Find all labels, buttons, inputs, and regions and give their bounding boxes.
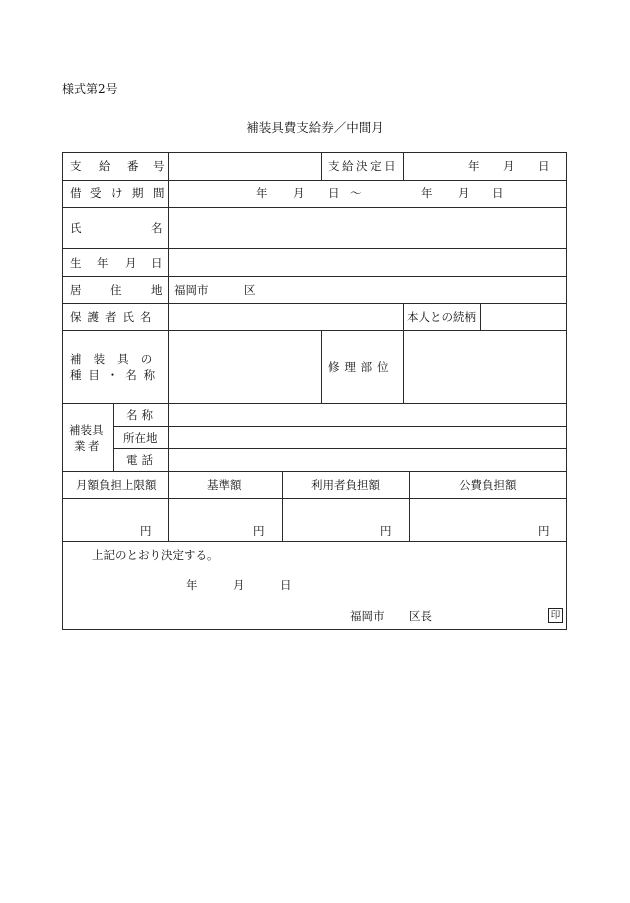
lending-end-year: 年 [421,186,433,200]
border-bottom [62,629,567,630]
lending-start-month: 月 [293,186,305,200]
yen-unit: 円 [253,524,265,538]
repair-part-field[interactable] [404,331,566,403]
vendor-group-label-line1: 補装具 [69,423,104,437]
lending-separator: 〜 [350,186,362,200]
address-city: 福岡市 [174,283,209,297]
issuer-city: 福岡市 [350,609,385,623]
yen-unit: 円 [538,524,550,538]
decision-date-day: 日 [538,159,550,173]
amount-header-public-burden: 公費負担額 [459,478,517,492]
birth-date-field[interactable] [169,249,566,276]
device-name-field[interactable] [169,331,321,403]
birth-date-label-char: 生 [70,256,82,270]
birth-date-label-char: 日 [151,256,163,270]
form-number: 様式第2号 [62,82,118,96]
repair-part-label: 修理部位 [328,360,394,374]
device-label-line2: 種目・名称 [70,368,162,382]
voucher-form [62,152,567,630]
row-line [62,541,567,542]
device-label-line1: 補装具の [70,352,165,366]
name-label-char: 名 [151,221,163,235]
lending-start-year: 年 [256,186,268,200]
form-title: 補装具費支給券／中間月 [246,120,384,135]
lending-period-label-char: け [111,186,123,200]
guardian-name-field[interactable] [169,304,403,330]
birth-date-label-char: 月 [125,256,137,270]
vendor-name-label: 名称 [126,408,158,422]
vendor-phone-label: 電話 [126,453,158,467]
lending-end-month: 月 [458,186,470,200]
payment-number-label-char: 支 [70,159,82,173]
address-ward: 区 [244,283,256,297]
lending-period-label-char: 受 [90,186,102,200]
vendor-phone-field[interactable] [169,449,566,471]
decision-statement: 上記のとおり決定する。 [92,548,219,562]
border-left [62,152,63,630]
payment-number-label-char: 号 [153,159,165,173]
col-line [321,330,322,403]
vendor-name-field[interactable] [169,404,566,426]
lending-start-day: 日 [328,186,340,200]
name-field[interactable] [169,208,566,248]
monthly-cap-amount-field[interactable] [63,499,168,541]
lending-period-label-char: 間 [153,186,165,200]
standard-amount-field[interactable] [169,499,282,541]
footer-date-month: 月 [233,578,245,592]
decision-date-label: 支給決定日 [328,159,399,173]
vendor-location-label: 所在地 [123,431,158,445]
decision-date-month: 月 [503,159,515,173]
vendor-location-field[interactable] [169,427,566,448]
col-line [321,152,322,180]
name-label-char: 氏 [70,221,82,235]
col-line [403,303,404,330]
amount-header-monthly-cap: 月額負担上限額 [76,478,157,492]
seal-mark: 印 [548,608,563,623]
relation-label: 本人との続柄 [407,310,476,324]
guardian-label: 保護者氏名 [70,310,158,324]
payment-number-label-char: 給 [99,159,111,173]
address-label-char: 地 [151,283,163,297]
yen-unit: 円 [140,524,152,538]
footer-date-year: 年 [186,578,198,592]
col-line [113,403,114,471]
yen-unit: 円 [380,524,392,538]
decision-date-year: 年 [468,159,480,173]
address-label-char: 居 [70,283,82,297]
lending-end-day: 日 [492,186,504,200]
lending-period-field[interactable] [169,181,566,207]
relation-field[interactable] [481,304,566,330]
amount-header-user-burden: 利用者負担額 [311,478,380,492]
amount-header-standard: 基準額 [207,478,242,492]
payment-number-field[interactable] [169,153,321,180]
row-line [62,471,567,472]
issuer-title: 区長 [409,609,432,623]
lending-period-label-char: 期 [132,186,144,200]
address-label-char: 住 [110,283,122,297]
footer-date-day: 日 [280,578,292,592]
border-right [566,152,567,630]
lending-period-label-char: 借 [70,186,82,200]
vendor-group-label-line2: 業者 [74,439,103,453]
payment-number-label-char: 番 [127,159,139,173]
birth-date-label-char: 年 [97,256,109,270]
address-field[interactable] [169,277,566,303]
